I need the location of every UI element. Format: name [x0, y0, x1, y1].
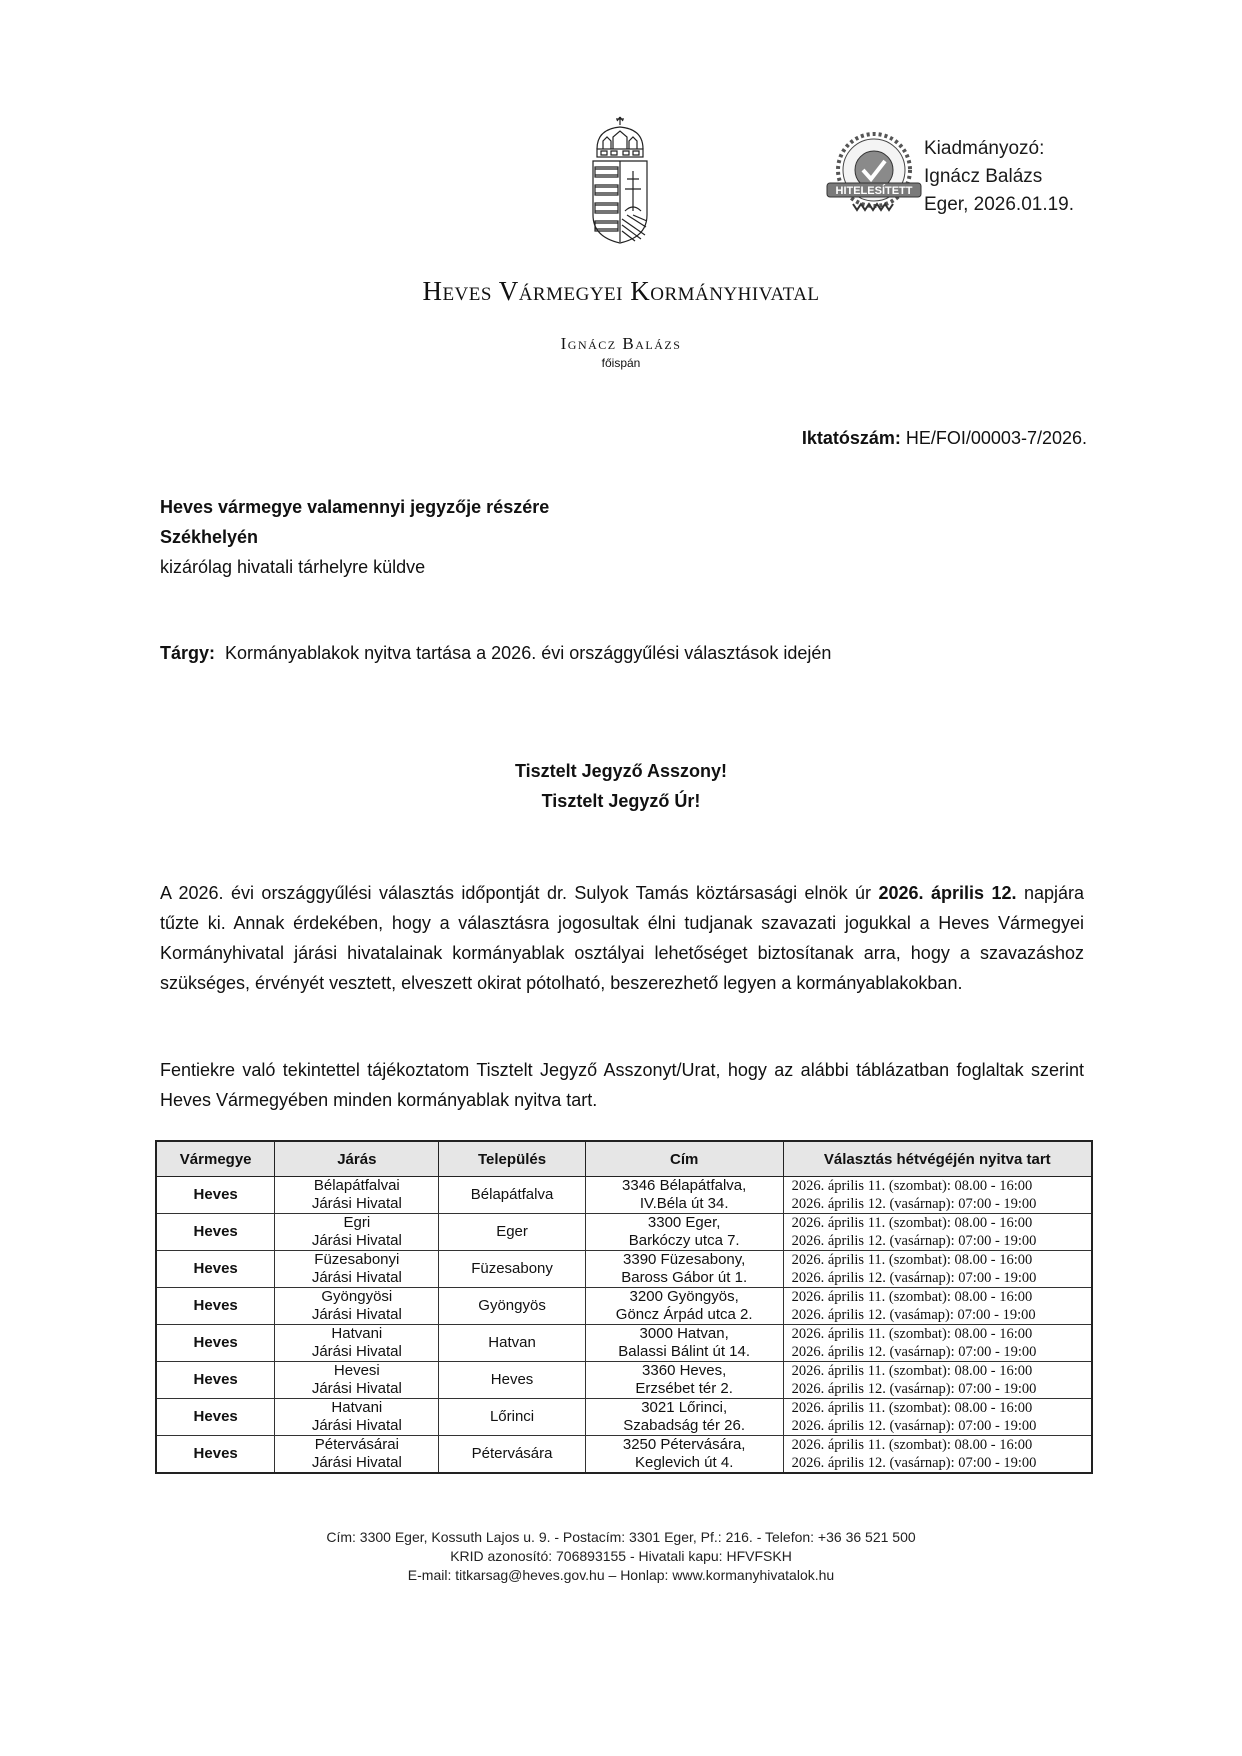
address-line-1: 3390 Füzesabony,	[623, 1251, 746, 1268]
subject-label: Tárgy:	[160, 643, 216, 663]
subject-line	[160, 643, 831, 664]
subject-text: Kormányablakok nyitva tartása a 2026. évi országgyűlési választások idején	[225, 643, 832, 663]
official-name: Ignácz Balázs	[560, 334, 682, 353]
address-cell	[585, 1325, 783, 1362]
opening-hours-table	[155, 1140, 1093, 1474]
table-row	[156, 1214, 1092, 1251]
table-row	[156, 1251, 1092, 1288]
county-cell: Heves	[156, 1288, 275, 1325]
address-cell	[585, 1251, 783, 1288]
address-cell	[585, 1214, 783, 1251]
town-cell: Bélapátfalva	[439, 1177, 585, 1214]
district-cell	[275, 1288, 439, 1325]
footer-address: Cím: 3300 Eger, Kossuth Lajos u. 9. - Postacím: 3301 Eger, Pf.: 216. - Telefon: +36 36 521 500	[326, 1529, 916, 1545]
sunday-hours: 2026. április 12. (vasárnap): 07:00 - 19:00	[791, 1455, 1037, 1471]
table-header-row	[156, 1141, 1092, 1177]
district-name: Gyöngyösi	[321, 1288, 393, 1305]
paragraph-text: napjára tűzte ki. Annak érdekében, hogy a választásra jogosultak élni tudjanak szavazati jogukkal a Heves Vármegyei Kormányhivatal járási hivatalainak kormányablak osztályai lehetőséget biztosítanak arra, hogy a szavazáshoz szükséges, érvényét vesztett, elveszett okirat pótolható, beszerezhető legyen a kormányablakokban.	[160, 883, 1084, 993]
official-role: főispán	[601, 356, 641, 370]
district-office: Járási Hivatal	[311, 1417, 402, 1434]
table-row	[156, 1362, 1092, 1399]
table-row	[156, 1325, 1092, 1362]
district-cell	[275, 1362, 439, 1399]
signer-label: Kiadmányozó:	[924, 138, 1045, 159]
hours-cell	[783, 1214, 1092, 1251]
address-line-2: Göncz Árpád utca 2.	[615, 1306, 753, 1323]
district-office: Járási Hivatal	[311, 1306, 402, 1323]
saturday-hours: 2026. április 11. (szombat): 08.00 - 16:00	[791, 1178, 1033, 1194]
sunday-hours: 2026. április 12. (vasárnap): 07:00 - 19:00	[791, 1344, 1037, 1360]
organization-title: Heves Vármegyei Kormányhivatal	[422, 276, 820, 306]
saturday-hours: 2026. április 11. (szombat): 08.00 - 16:00	[791, 1437, 1033, 1453]
address-line-1: 3300 Eger,	[647, 1214, 721, 1231]
footer	[0, 1528, 1242, 1585]
county-cell: Heves	[156, 1436, 275, 1474]
address-cell	[585, 1362, 783, 1399]
election-date: 2026. április 12.	[878, 883, 1017, 903]
body-paragraph-2: Fentiekre való tekintettel tájékoztatom Tisztelt Jegyző Asszonyt/Urat, hogy az alábbi táblázatban foglaltak szerint Heves Vármegyében minden kormányablak nyitva tart.	[160, 1060, 1084, 1110]
footer-contact	[0, 1566, 1242, 1585]
district-cell	[275, 1399, 439, 1436]
signer-place-date: Eger, 2026.01.19.	[924, 194, 1075, 215]
address-line-2: Baross Gábor út 1.	[621, 1269, 748, 1286]
signer-name: Ignácz Balázs	[924, 166, 1043, 187]
district-name: Füzesabonyi	[314, 1251, 400, 1268]
district-name: Bélapátfalvai	[313, 1177, 400, 1194]
district-office: Járási Hivatal	[311, 1343, 402, 1360]
county-cell: Heves	[156, 1399, 275, 1436]
address-line-2: IV.Béla út 34.	[639, 1195, 729, 1212]
address-line-2: Balassi Bálint út 14.	[618, 1343, 751, 1360]
column-header: Vármegye	[156, 1141, 275, 1177]
district-cell	[275, 1177, 439, 1214]
hours-cell	[783, 1177, 1092, 1214]
column-header: Választás hétvégéjén nyitva tart	[783, 1141, 1092, 1177]
reference-label: Iktatószám:	[801, 428, 901, 448]
sunday-hours: 2026. április 12. (vasárnap): 07:00 - 19:00	[791, 1196, 1037, 1212]
signer-block	[924, 135, 1074, 219]
town-cell: Gyöngyös	[439, 1288, 585, 1325]
district-office: Járási Hivatal	[311, 1195, 402, 1212]
sunday-hours: 2026. április 12. (vasárnap): 07:00 - 19:00	[791, 1381, 1037, 1397]
district-name: Egri	[343, 1214, 371, 1231]
body-paragraph-1	[160, 878, 1084, 998]
district-office: Járási Hivatal	[311, 1269, 402, 1286]
website-link[interactable]: www.kormanyhivatalok.hu	[672, 1567, 835, 1583]
district-office: Járási Hivatal	[311, 1380, 402, 1397]
district-cell	[275, 1436, 439, 1474]
saturday-hours: 2026. április 11. (szombat): 08.00 - 16:00	[791, 1215, 1033, 1231]
hours-cell	[783, 1362, 1092, 1399]
hours-cell	[783, 1325, 1092, 1362]
address-line-2: Erzsébet tér 2.	[635, 1380, 733, 1397]
email-link[interactable]: titkarsag@heves.gov.hu	[455, 1567, 605, 1583]
address-line-2: Keglevich út 4.	[634, 1454, 734, 1471]
district-name: Hatvani	[331, 1399, 383, 1416]
addressee-block	[160, 492, 549, 582]
district-name: Pétervásárai	[314, 1436, 399, 1453]
address-cell	[585, 1436, 783, 1474]
table-row	[156, 1399, 1092, 1436]
county-cell: Heves	[156, 1325, 275, 1362]
sunday-hours: 2026. április 12. (vasárnap): 07:00 - 19:00	[791, 1233, 1037, 1249]
address-line-1: 3346 Bélapátfalva,	[622, 1177, 747, 1194]
reference-number	[802, 428, 1087, 449]
saturday-hours: 2026. április 11. (szombat): 08.00 - 16:00	[791, 1363, 1033, 1379]
email-label: E-mail:	[407, 1567, 456, 1583]
salutation-line-1: Tisztelt Jegyző Asszony!	[514, 761, 728, 781]
town-cell: Eger	[439, 1214, 585, 1251]
town-cell: Heves	[439, 1362, 585, 1399]
district-cell	[275, 1325, 439, 1362]
coat-of-arms-icon	[587, 115, 653, 245]
town-cell: Lőrinci	[439, 1399, 585, 1436]
district-cell	[275, 1251, 439, 1288]
saturday-hours: 2026. április 11. (szombat): 08.00 - 16:00	[791, 1252, 1033, 1268]
salutation-line-2: Tisztelt Jegyző Úr!	[541, 791, 701, 811]
county-cell: Heves	[156, 1362, 275, 1399]
saturday-hours: 2026. április 11. (szombat): 08.00 - 16:00	[791, 1400, 1033, 1416]
address-cell	[585, 1399, 783, 1436]
address-line-1: 3021 Lőrinci,	[641, 1399, 728, 1416]
hours-cell	[783, 1251, 1092, 1288]
district-name: Hevesi	[333, 1362, 380, 1379]
address-line-1: 3250 Pétervására,	[622, 1436, 746, 1453]
district-office: Járási Hivatal	[311, 1232, 402, 1249]
table-row	[156, 1288, 1092, 1325]
salutation	[0, 756, 1242, 816]
county-cell: Heves	[156, 1214, 275, 1251]
paragraph-text: A 2026. évi országgyűlési választás időpontját dr. Sulyok Tamás köztársasági elnök úr	[160, 883, 879, 903]
address-line-2: Barkóczy utca 7.	[628, 1232, 740, 1249]
sunday-hours: 2026. április 12. (vasámap): 07:00 - 19:00	[791, 1307, 1036, 1323]
district-name: Hatvani	[331, 1325, 383, 1342]
address-cell	[585, 1177, 783, 1214]
town-cell: Füzesabony	[439, 1251, 585, 1288]
footer-krid: KRID azonosító: 706893155 - Hivatali kapu: HFVFSKH	[450, 1548, 792, 1564]
svg-text:HITELESÍTETT: HITELESÍTETT	[835, 185, 913, 197]
column-header: Járás	[275, 1141, 439, 1177]
saturday-hours: 2026. április 11. (szombat): 08.00 - 16:00	[791, 1326, 1033, 1342]
address-line-1: 3000 Hatvan,	[639, 1325, 729, 1342]
county-cell: Heves	[156, 1177, 275, 1214]
addressee-line-1: Heves vármegye valamennyi jegyzője részére	[160, 497, 550, 517]
table-row	[156, 1436, 1092, 1474]
authentication-seal-icon	[823, 128, 925, 220]
hours-cell	[783, 1399, 1092, 1436]
website-label: – Honlap:	[604, 1567, 673, 1583]
address-cell	[585, 1288, 783, 1325]
addressee-line-2: Székhelyén	[160, 527, 259, 547]
reference-value: HE/FOI/00003-7/2026.	[905, 428, 1087, 448]
town-cell: Hatvan	[439, 1325, 585, 1362]
address-line-2: Szabadság tér 26.	[623, 1417, 746, 1434]
hours-cell	[783, 1288, 1092, 1325]
hours-cell	[783, 1436, 1092, 1474]
district-cell	[275, 1214, 439, 1251]
town-cell: Pétervására	[439, 1436, 585, 1474]
column-header: Település	[439, 1141, 585, 1177]
addressee-line-3: kizárólag hivatali tárhelyre küldve	[160, 557, 426, 577]
sunday-hours: 2026. április 12. (vasárnap): 07:00 - 19:00	[791, 1418, 1037, 1434]
address-line-1: 3200 Gyöngyös,	[629, 1288, 739, 1305]
saturday-hours: 2026. április 11. (szombat): 08.00 - 16:00	[791, 1289, 1033, 1305]
table-row	[156, 1177, 1092, 1214]
county-cell: Heves	[156, 1251, 275, 1288]
district-office: Járási Hivatal	[311, 1454, 402, 1471]
sunday-hours: 2026. április 12. (vasárnap): 07:00 - 19:00	[791, 1270, 1037, 1286]
column-header: Cím	[585, 1141, 783, 1177]
address-line-1: 3360 Heves,	[642, 1362, 727, 1379]
